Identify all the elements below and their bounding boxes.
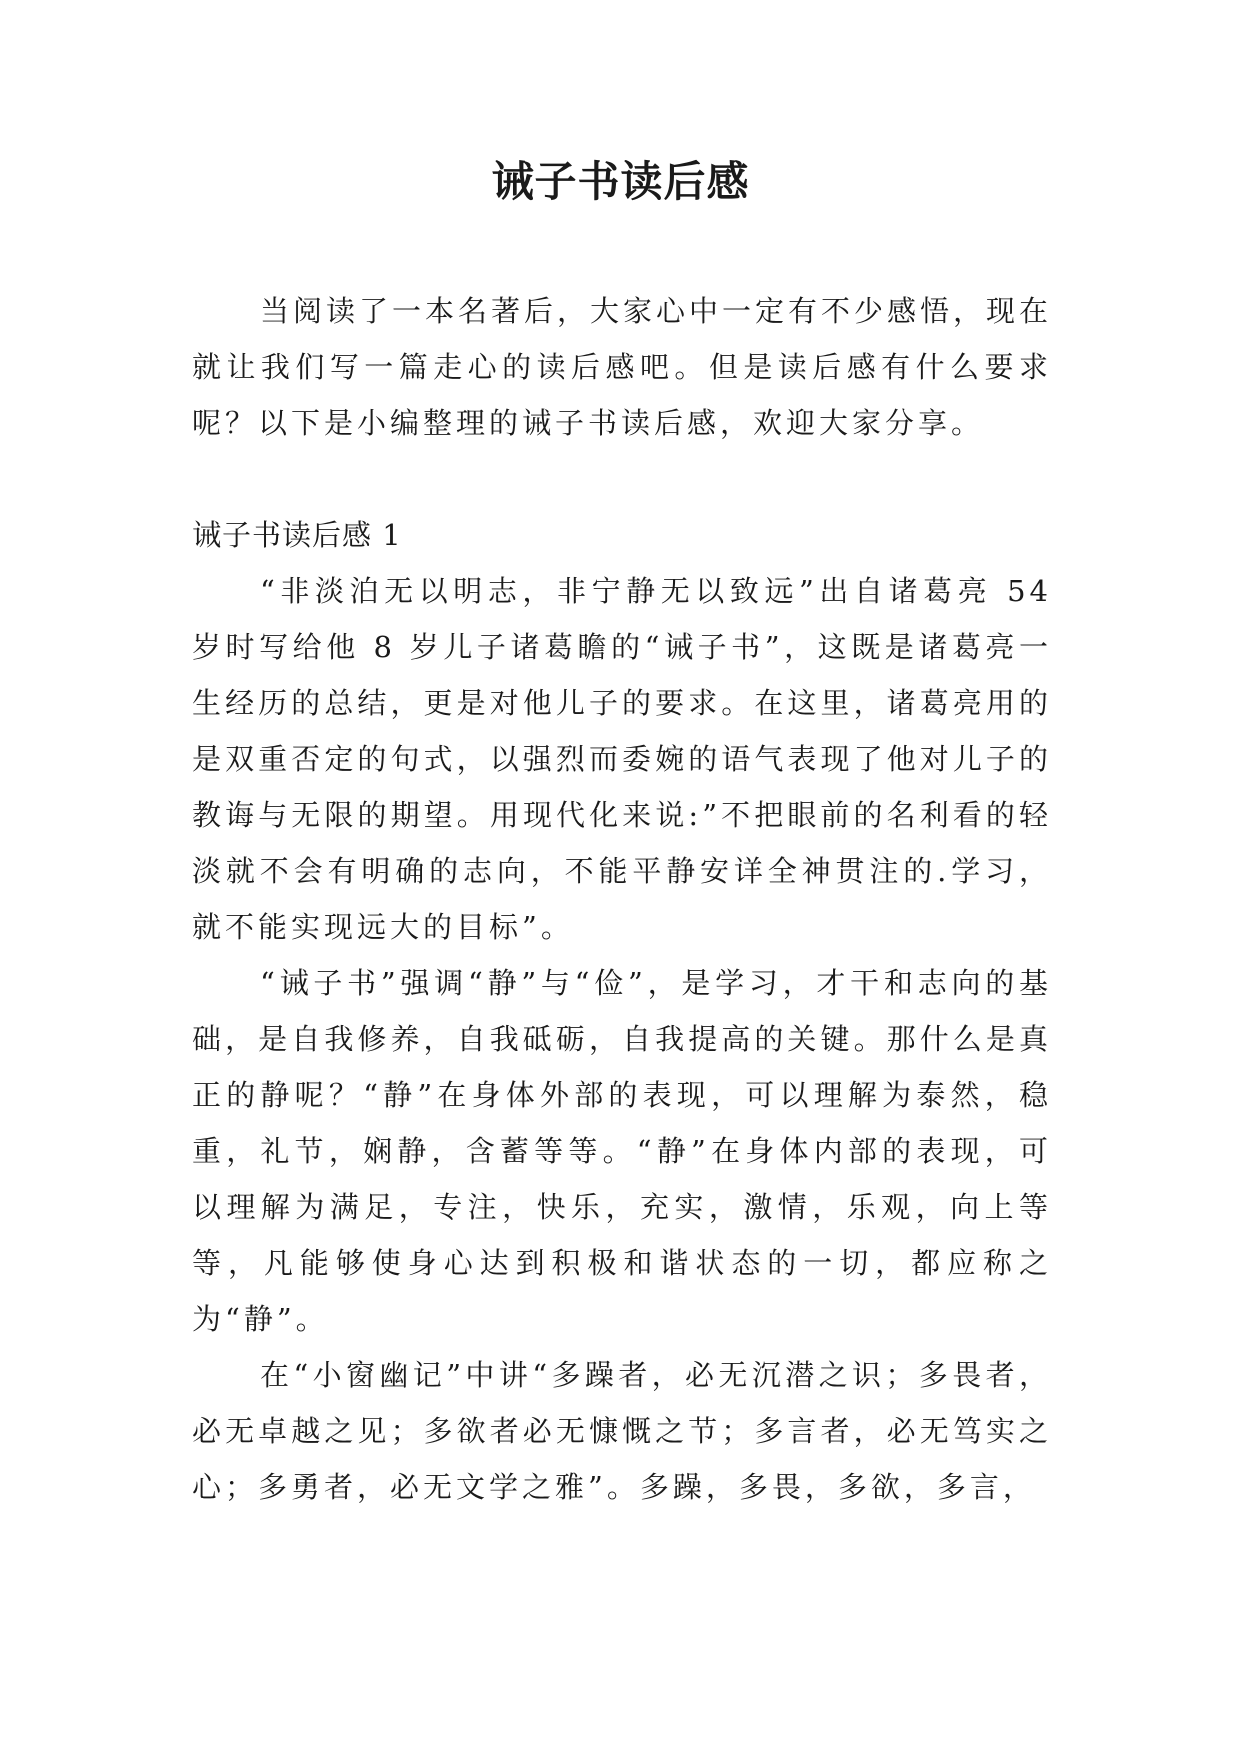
body-paragraph-2: “诫子书”强调“静”与“俭”，是学习，才干和志向的基础，是自我修养，自我砥砺，自我提高的关键。那什么是真正的静呢？“静”在身体外部的表现，可以理解为泰然，稳重，礼节，娴静，含蓄等等。“静”在身体内部的表现，可以理解为满足，专注，快乐，充实，激情，乐观，向上等等，凡能够使身心达到积极和谐状态的一切，都应称之为“静”。 [192, 966, 1052, 1336]
section-heading: 诫子书读后感 1 [192, 518, 402, 552]
document-title: 诫子书读后感 [491, 157, 750, 206]
body-paragraph-3: 在“小窗幽记”中讲“多躁者，必无沉潜之识；多畏者，必无卓越之见；多欲者必无慷慨之节；多言者，必无笃实之心；多勇者，必无文学之雅”。多躁，多畏，多欲，多言， [192, 1358, 1052, 1504]
intro-paragraph: 当阅读了一本名著后，大家心中一定有不少感悟，现在就让我们写一篇走心的读后感吧。但是读后感有什么要求呢？以下是小编整理的诫子书读后感，欢迎大家分享。 [192, 294, 1053, 440]
document-body [192, 283, 1052, 1515]
body-paragraph-1: “非淡泊无以明志，非宁静无以致远”出自诸葛亮 54 岁时写给他 8 岁儿子诸葛瞻的“诫子书”，这既是诸葛亮一生经历的总结，更是对他儿子的要求。在这里，诸葛亮用的是双重否定的句式，以强烈而委婉的语气表现了他对儿子的教诲与无限的期望。用现代化来说:”不把眼前的名利看的轻淡就不会有明确的志向，不能平静安详全神贯注的.学习，就不能实现远大的目标”。 [192, 574, 1052, 944]
